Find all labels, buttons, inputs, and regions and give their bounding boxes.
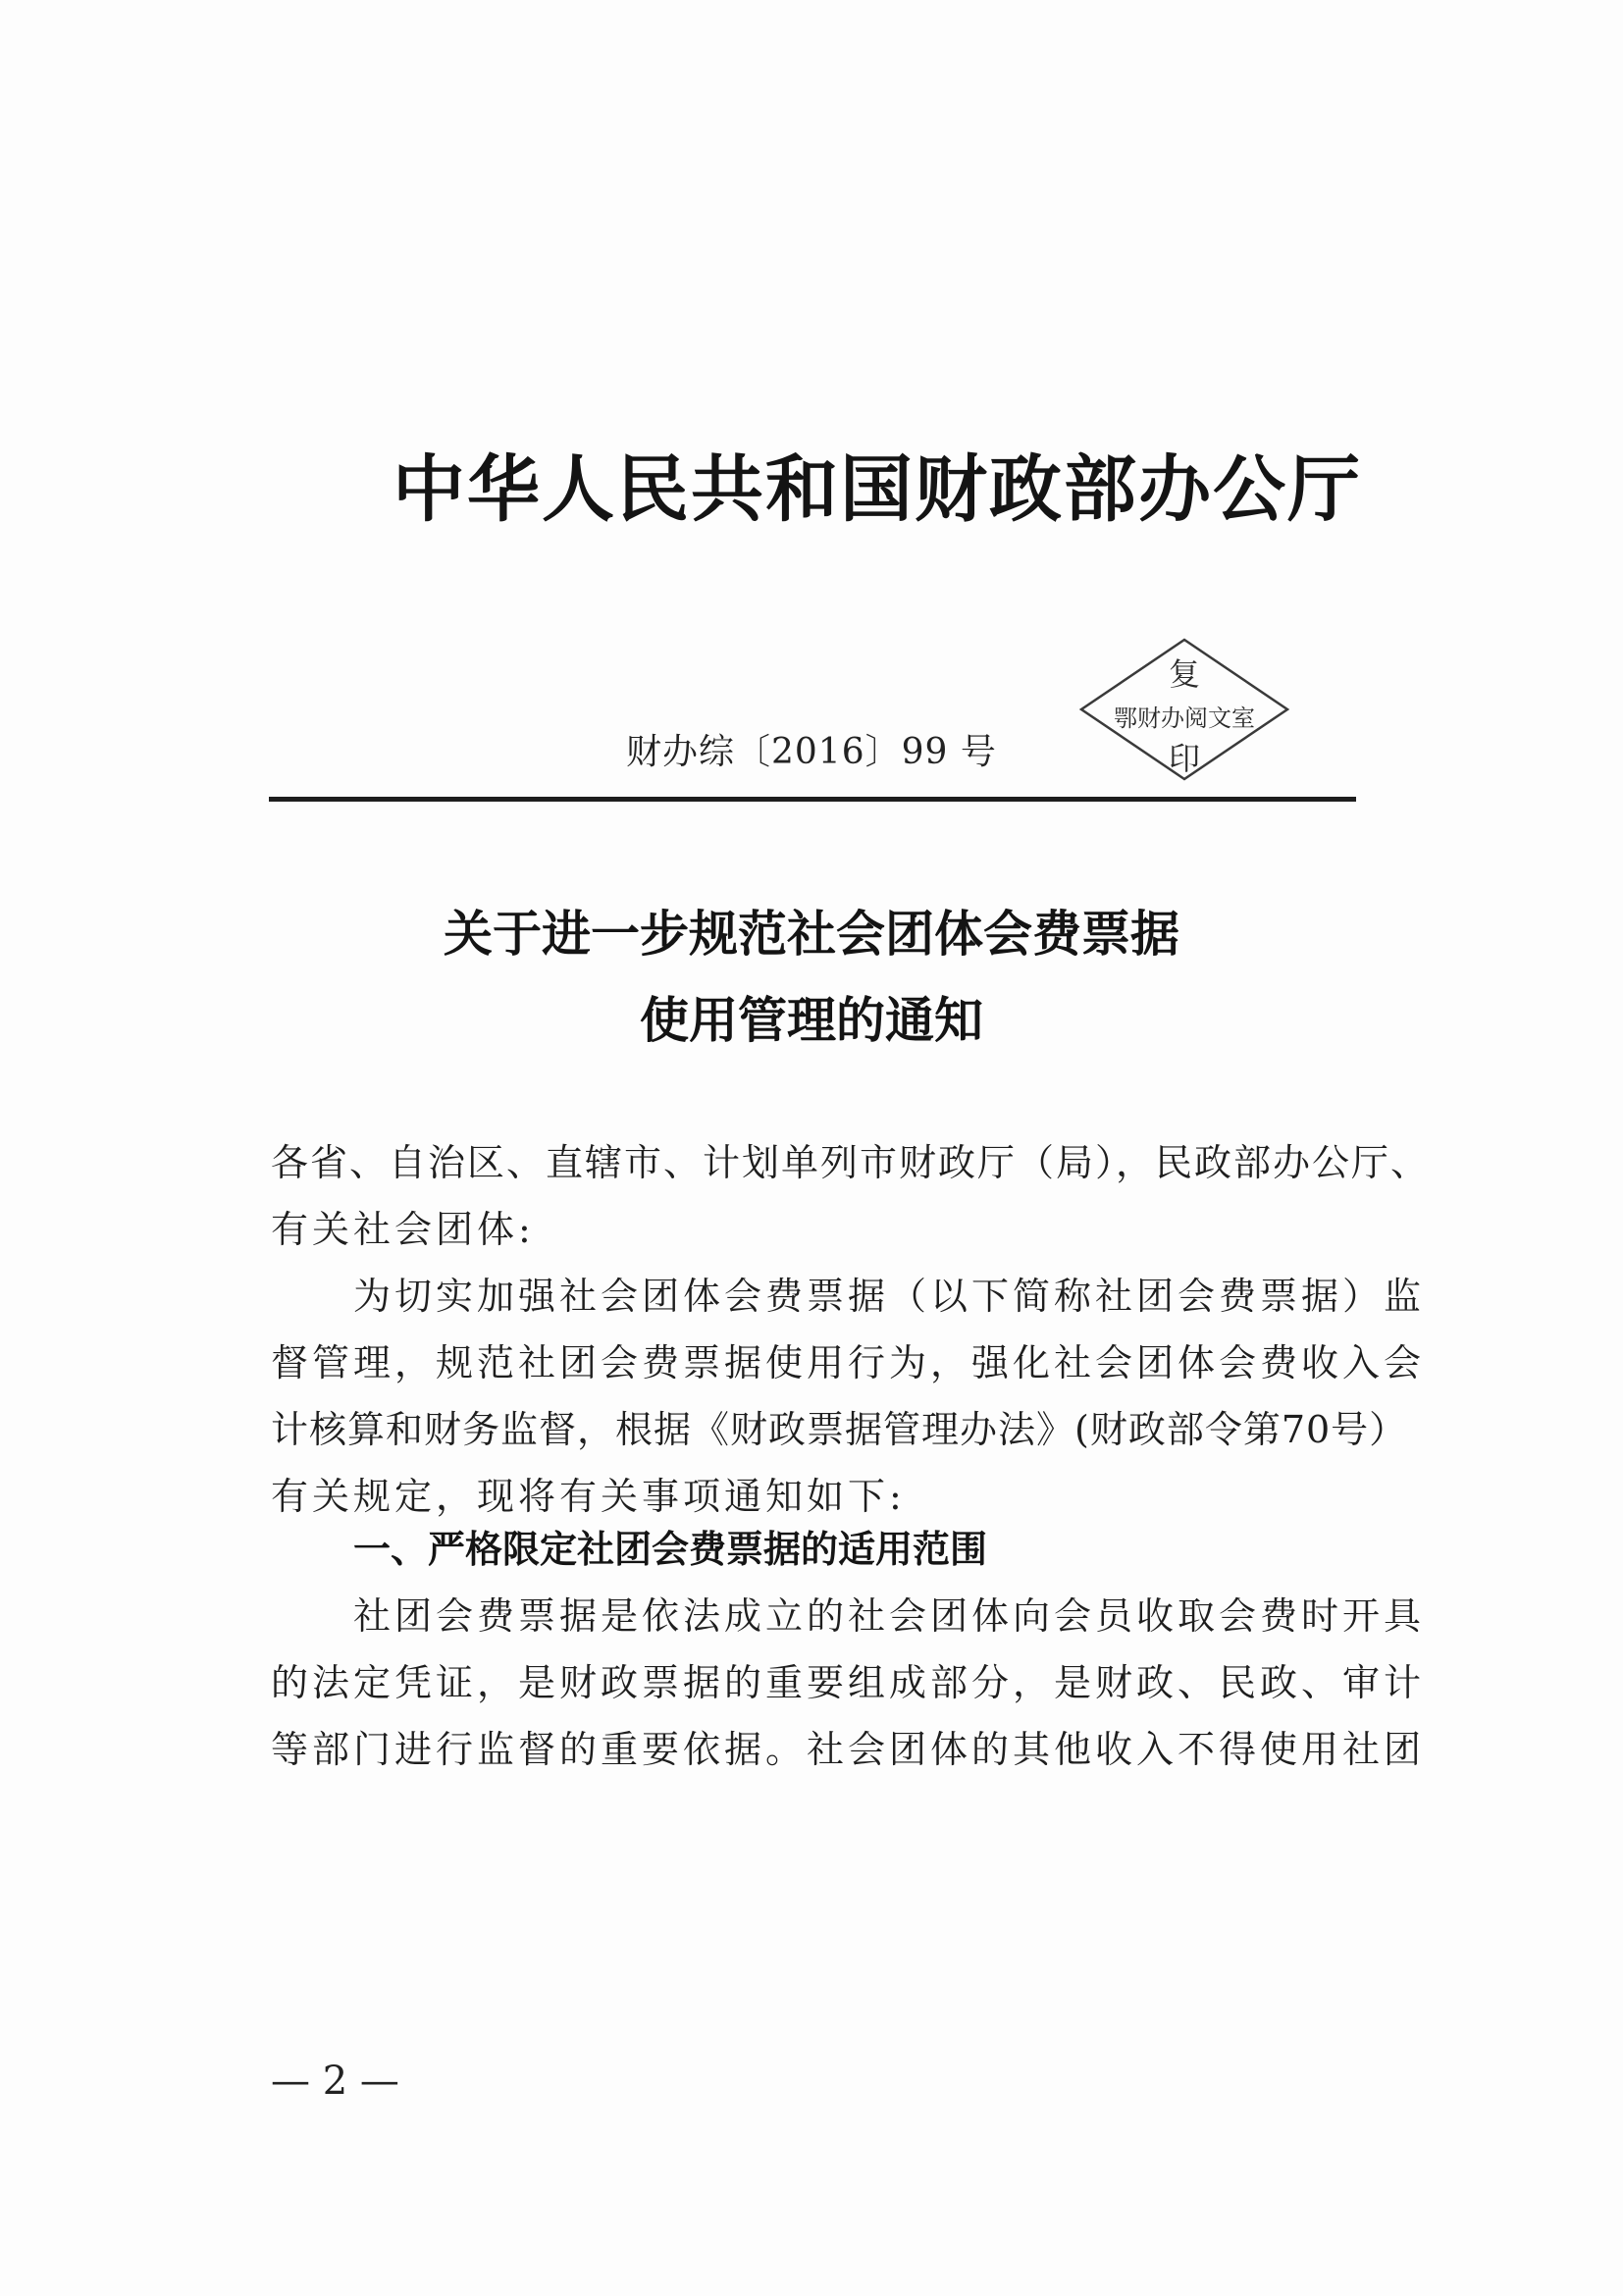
document-number: 财办综〔2016〕99 号 bbox=[626, 732, 997, 772]
paragraph-1-line-1: 为切实加强社会团体会费票据（以下简称社团会费票据）监 bbox=[353, 1275, 1426, 1318]
document-title-line-1: 关于进一步规范社会团体会费票据 bbox=[444, 905, 1179, 963]
stamp-bottom-char: 印 bbox=[1168, 740, 1200, 777]
paragraph-2-line-3: 等部门进行监督的重要依据。社会团体的其他收入不得使用社团 bbox=[271, 1728, 1426, 1771]
header-divider bbox=[269, 797, 1356, 802]
paragraph-1-line-2: 督管理，规范社团会费票据使用行为，强化社会团体会费收入会 bbox=[271, 1341, 1426, 1384]
stamp-office-name: 鄂财办阅文室 bbox=[1114, 704, 1255, 732]
paragraph-2-line-2: 的法定凭证，是财政票据的重要组成部分，是财政、民政、审计 bbox=[271, 1661, 1426, 1704]
paragraph-1-line-3: 计核算和财务监督，根据《财政票据管理办法》(财政部令第70号） bbox=[271, 1408, 1408, 1451]
stamp-top-char: 复 bbox=[1168, 655, 1200, 693]
addressee-line-1: 各省、自治区、直辖市、计划单列市财政厅（局），民政部办公厅、 bbox=[271, 1141, 1431, 1184]
page-number: — 2 — bbox=[271, 2059, 399, 2104]
addressee-line-2: 有关社会团体: bbox=[271, 1208, 535, 1251]
issuer-header: 中华人民共和国财政部办公厅 bbox=[393, 447, 1362, 532]
paragraph-2-line-1: 社团会费票据是依法成立的社会团体向会员收取会费时开具 bbox=[353, 1594, 1426, 1638]
section-heading-1: 一、严格限定社团会费票据的适用范围 bbox=[353, 1527, 988, 1571]
copy-stamp bbox=[1077, 636, 1291, 783]
document-title-line-2: 使用管理的通知 bbox=[640, 991, 983, 1049]
paragraph-1-line-4: 有关规定，现将有关事项通知如下: bbox=[271, 1475, 906, 1518]
